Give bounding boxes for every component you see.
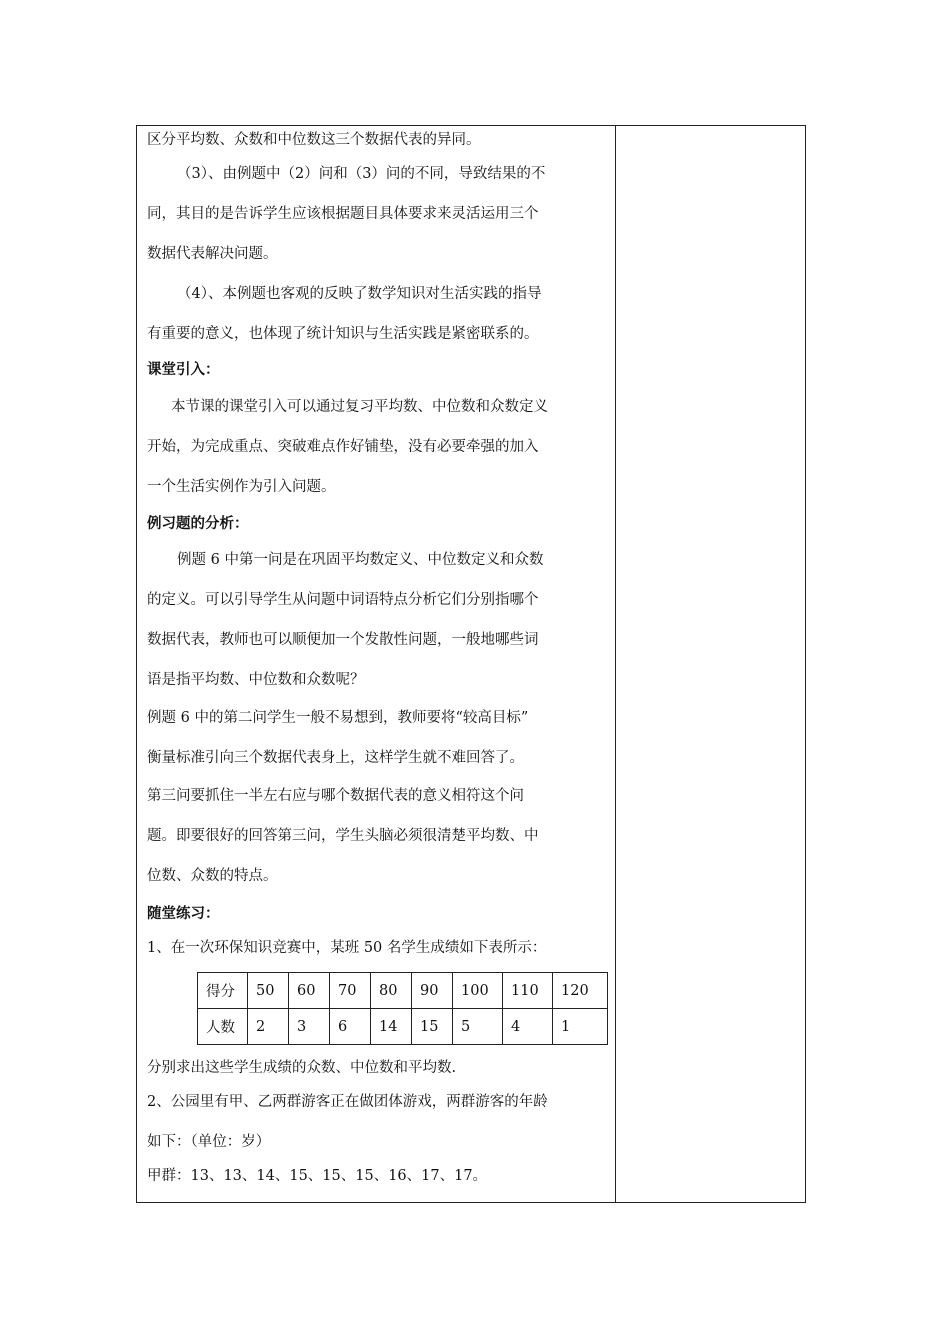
- table-cell: 得分: [198, 973, 248, 1009]
- lesson-content-column: [147, 126, 609, 1202]
- table-cell: 100: [453, 973, 503, 1009]
- section-heading-practice: 随堂练习：: [147, 906, 220, 922]
- text-line: 分别求出这些学生成绩的众数、中位数和平均数.: [147, 1060, 457, 1076]
- text-line: 衡量标准引向三个数据代表身上，这样学生就不难回答了。: [147, 750, 524, 766]
- table-cell: 90: [412, 973, 453, 1009]
- table-cell: 人数: [198, 1009, 248, 1045]
- text-line: 本节课的课堂引入可以通过复习平均数、中位数和众数定义: [171, 399, 548, 415]
- table-cell: 70: [330, 973, 371, 1009]
- table-cell: 6: [330, 1009, 371, 1045]
- table-cell: 5: [453, 1009, 503, 1045]
- text-line: 区分平均数、众数和中位数这三个数据代表的异同。: [147, 132, 481, 148]
- notes-column: [617, 126, 805, 1202]
- table-cell: 14: [371, 1009, 412, 1045]
- table-row: [198, 973, 608, 1009]
- table-cell: 3: [289, 1009, 330, 1045]
- text-line: 数据代表，教师也可以顺便加一个发散性问题，一般地哪些词: [147, 632, 539, 648]
- text-line: 2、公园里有甲、乙两群游客正在做团体游戏，两群游客的年龄: [147, 1094, 548, 1110]
- text-line: 语是指平均数、中位数和众数呢？: [147, 672, 365, 688]
- text-line: 的定义。可以引导学生从问题中词语特点分析它们分别指哪个: [147, 592, 539, 608]
- section-heading-intro: 课堂引入：: [147, 362, 220, 378]
- table-cell: 80: [371, 973, 412, 1009]
- text-line: 有重要的意义，也体现了统计知识与生活实践是紧密联系的。: [147, 326, 539, 342]
- text-line: 例题 6 中第一问是在巩固平均数定义、中位数定义和众数: [177, 552, 544, 568]
- table-cell: 15: [412, 1009, 453, 1045]
- text-line: 题。即要很好的回答第三问，学生头脑必须很清楚平均数、中: [147, 828, 539, 844]
- table-cell: 110: [503, 973, 553, 1009]
- text-line: 数据代表解决问题。: [147, 246, 278, 262]
- text-line: 1、在一次环保知识竞赛中，某班 50 名学生成绩如下表所示：: [147, 940, 547, 956]
- table-cell: 4: [503, 1009, 553, 1045]
- text-line: 同，其目的是告诉学生应该根据题目具体要求来灵活运用三个: [147, 206, 539, 222]
- table-cell: 50: [248, 973, 289, 1009]
- column-divider: [615, 126, 616, 1202]
- text-line: 开始，为完成重点、突破难点作好铺垫，没有必要牵强的加入: [147, 439, 539, 455]
- table-cell: 120: [553, 973, 608, 1009]
- text-line: 第三问要抓住一半左右应与哪个数据代表的意义相符这个问: [147, 788, 524, 804]
- text-line: 甲群：13、13、14、15、15、15、16、17、17。: [147, 1168, 488, 1184]
- table-cell: 2: [248, 1009, 289, 1045]
- text-line: 如下：（单位：岁）: [147, 1134, 271, 1150]
- section-heading-examples: 例习题的分析：: [147, 516, 249, 532]
- text-line: 一个生活实例作为引入问题。: [147, 479, 336, 495]
- table-cell: 1: [553, 1009, 608, 1045]
- table-row: [198, 1009, 608, 1045]
- lesson-table-frame: [136, 125, 806, 1203]
- text-line: （3）、由例题中（2）问和（3）问的不同，导致结果的不: [177, 166, 546, 182]
- text-line: 例题 6 中的第二问学生一般不易想到，教师要将“较高目标”: [147, 710, 529, 726]
- score-table: [197, 972, 608, 1045]
- text-line: （4）、本例题也客观的反映了数学知识对生活实践的指导: [177, 286, 542, 302]
- table-cell: 60: [289, 973, 330, 1009]
- text-line: 位数、众数的特点。: [147, 868, 278, 884]
